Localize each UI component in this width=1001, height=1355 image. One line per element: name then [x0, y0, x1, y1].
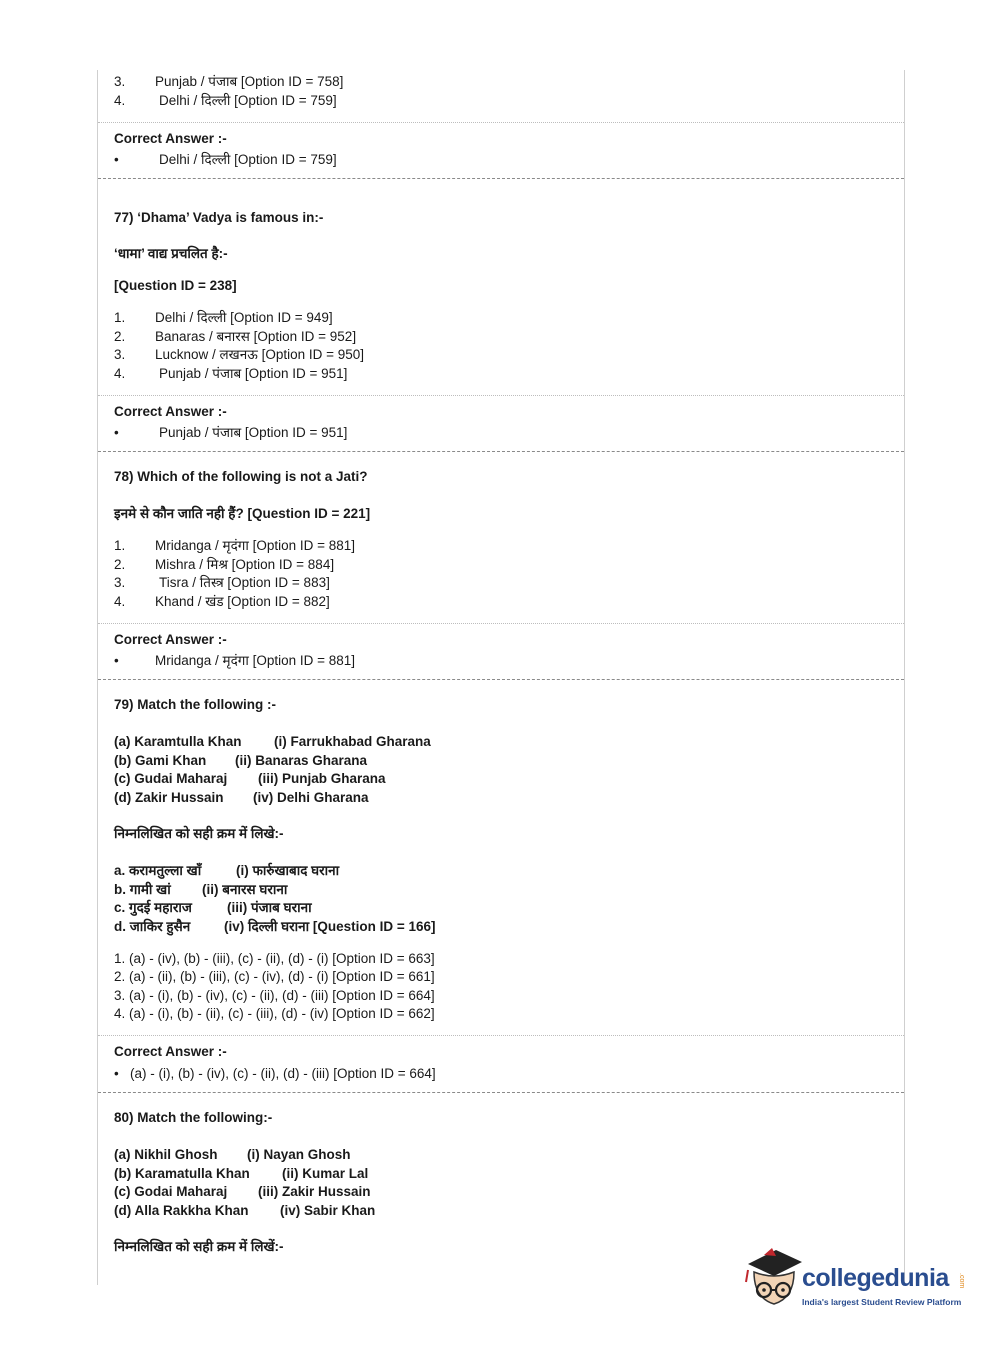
option-row: 2. Mishra / मिश्र [Option ID = 884]: [114, 557, 335, 572]
match-pair: (b) Karamatulla Khan (ii) Kumar Lal: [114, 1166, 369, 1181]
divider: [98, 395, 904, 396]
question-separator: [98, 451, 904, 452]
option-row: 4. Delhi / दिल्ली [Option ID = 759]: [114, 93, 337, 108]
match-pair: (d) Alla Rakkha Khan (iv) Sabir Khan: [114, 1203, 376, 1218]
divider: [98, 122, 904, 123]
question-id: [Question ID = 238]: [114, 278, 237, 293]
match-pair: (a) Karamtulla Khan (i) Farrukhabad Gharana: [114, 734, 431, 749]
question-separator: [98, 679, 904, 680]
question-hindi: इनमे से कौन जाति नही हैं? [Question ID = 221]: [114, 506, 371, 521]
divider: [98, 623, 904, 624]
option-row: 1. Mridanga / मृदंगा [Option ID = 881]: [114, 538, 356, 553]
correct-answer-label: Correct Answer :-: [114, 1044, 227, 1059]
bullet-icon: •: [114, 425, 119, 440]
correct-answer: • (a) - (i), (b) - (iv), (c) - (ii), (d) - (iii) [Option ID = 664]: [114, 1066, 436, 1081]
question-title: 79) Match the following :-: [114, 697, 276, 712]
hindi-instruction: निम्नलिखित को सही क्रम में लिखे:-: [114, 826, 284, 841]
option-row: 2. (a) - (ii), (b) - (iii), (c) - (iv), (d) - (i) [Option ID = 661]: [114, 969, 435, 984]
question-hindi: ‘धामा’ वाद्य प्रचलित है:-: [114, 246, 228, 261]
collegedunia-logo[interactable]: [742, 1246, 967, 1316]
match-pair: (b) Gami Khan (ii) Banaras Gharana: [114, 753, 368, 768]
question-separator: [98, 1092, 904, 1093]
correct-answer-label: Correct Answer :-: [114, 404, 227, 419]
option-row: 4. Khand / खंड [Option ID = 882]: [114, 594, 330, 609]
option-row: 3. (a) - (i), (b) - (iv), (c) - (ii), (d) - (iii) [Option ID = 664]: [114, 988, 435, 1003]
correct-answer-label: Correct Answer :-: [114, 131, 227, 146]
page-frame: [97, 70, 905, 1285]
option-row: 1. (a) - (iv), (b) - (iii), (c) - (ii), (d) - (i) [Option ID = 663]: [114, 951, 435, 966]
option-row: 3. Punjab / पंजाब [Option ID = 758]: [114, 74, 344, 89]
correct-answer-label: Correct Answer :-: [114, 632, 227, 647]
match-pair: (a) Nikhil Ghosh (i) Nayan Ghosh: [114, 1147, 351, 1162]
match-pair: (c) Gudai Maharaj (iii) Punjab Gharana: [114, 771, 386, 786]
correct-answer: • Mridanga / मृदंगा [Option ID = 881]: [114, 653, 356, 668]
graduate-mascot-icon: [742, 1246, 804, 1316]
bullet-icon: •: [114, 653, 119, 668]
match-pair: (d) Zakir Hussain (iv) Delhi Gharana: [114, 790, 369, 805]
match-pair: (c) Godai Maharaj (iii) Zakir Hussain: [114, 1184, 371, 1199]
correct-answer: • Delhi / दिल्ली [Option ID = 759]: [114, 152, 337, 167]
hindi-instruction: निम्नलिखित को सही क्रम में लिखें:-: [114, 1239, 284, 1254]
question-title: 78) Which of the following is not a Jati?: [114, 469, 368, 484]
logo-tagline: India's largest Student Review Platform: [802, 1297, 962, 1307]
logo-domain: .com: [958, 1273, 965, 1289]
logo-wordmark: collegedunia: [802, 1264, 949, 1292]
match-pair-hindi: b. गामी खां (ii) बनारस घराना: [114, 882, 288, 897]
question-separator: [98, 178, 904, 179]
match-pair-hindi: c. गुदई महाराज (iii) पंजाब घराना: [114, 900, 312, 915]
option-row: 2. Banaras / बनारस [Option ID = 952]: [114, 329, 357, 344]
match-pair-hindi: d. जाकिर हुसैन (iv) दिल्ली घराना [Question ID = 166]: [114, 919, 436, 934]
option-row: 4. Punjab / पंजाब [Option ID = 951]: [114, 366, 348, 381]
match-pair-hindi: a. करामतुल्ला खाँ (i) फार्रुखाबाद घराना: [114, 863, 340, 878]
option-row: 3. Tisra / तिस्त्र [Option ID = 883]: [114, 575, 330, 590]
option-row: 3. Lucknow / लखनऊ [Option ID = 950]: [114, 347, 365, 362]
correct-answer: • Punjab / पंजाब [Option ID = 951]: [114, 425, 348, 440]
option-row: 1. Delhi / दिल्ली [Option ID = 949]: [114, 310, 333, 325]
option-row: 4. (a) - (i), (b) - (ii), (c) - (iii), (d) - (iv) [Option ID = 662]: [114, 1006, 435, 1021]
question-title: 80) Match the following:-: [114, 1110, 273, 1125]
question-title: 77) ‘Dhama’ Vadya is famous in:-: [114, 210, 324, 225]
bullet-icon: •: [114, 152, 119, 167]
bullet-icon: •: [114, 1066, 119, 1081]
divider: [98, 1035, 904, 1036]
